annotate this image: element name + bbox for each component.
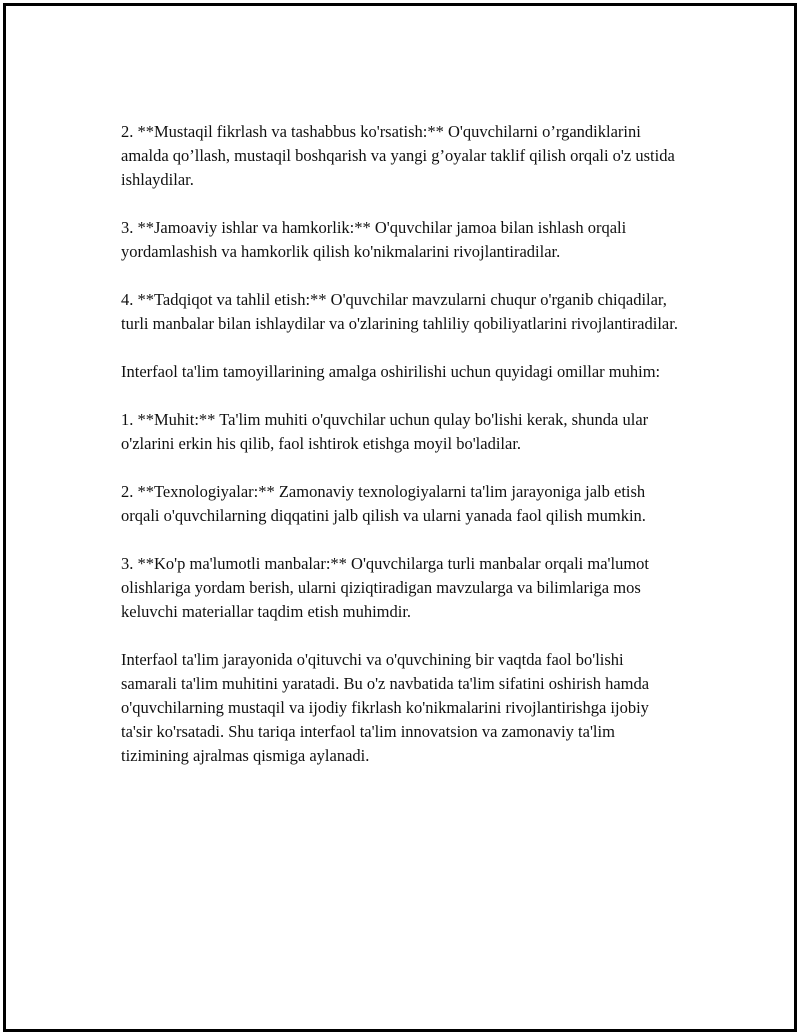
- list-item-mustaqil-fikrlash: 2. **Mustaqil fikrlash va tashabbus ko'rsatish:** O'quvchilarni o’rgandiklarini amalda qo’llash, mustaqil boshqarish va yangi g’oyalar taklif qilish orqali o'z ustida ishlaydilar.: [121, 122, 675, 189]
- document-body: [121, 120, 681, 792]
- list-item-texnologiyalar: 2. **Texnologiyalar:** Zamonaviy texnologiyalarni ta'lim jarayoniga jalb etish orqali o'quvchilarning diqqatini jalb qilish va ularni yanada faol qilish mumkin.: [121, 482, 646, 525]
- page-frame: [3, 3, 797, 1032]
- intro-paragraph-omillar: Interfaol ta'lim tamoyillarining amalga oshirilishi uchun quyidagi omillar muhim:: [121, 362, 661, 381]
- conclusion-paragraph: Interfaol ta'lim jarayonida o'qituvchi va o'quvchining bir vaqtda faol bo'lishi samarali ta'lim muhitini yaratadi. Bu o'z navbatida ta'lim sifatini oshirish hamda o'quvchilarning mustaqil va ijodiy fikrlash ko'nikmalarini rivojlantirishga ijobiy ta'sir ko'rsatadi. Shu tariqa interfaol ta'lim innovatsion va zamonaviy ta'lim tizimining ajralmas qismiga aylanadi.: [121, 650, 650, 765]
- list-item-tadqiqot-tahlil: 4. **Tadqiqot va tahlil etish:** O'quvchilar mavzularni chuqur o'rganib chiqadilar, turli manbalar bilan ishlaydilar va o'zlarining tahliliy qobiliyatlarini rivojlantiradilar.: [121, 290, 678, 333]
- list-item-jamoaviy-ishlar: 3. **Jamoaviy ishlar va hamkorlik:** O'quvchilar jamoa bilan ishlash orqali yordamlashish va hamkorlik qilish ko'nikmalarini rivojlantiradilar.: [121, 218, 627, 261]
- list-item-muhit: 1. **Muhit:** Ta'lim muhiti o'quvchilar uchun qulay bo'lishi kerak, shunda ular o'zlarini erkin his qilib, faol ishtirok etishga moyil bo'ladilar.: [121, 410, 649, 453]
- list-item-manbalar: 3. **Ko'p ma'lumotli manbalar:** O'quvchilarga turli manbalar orqali ma'lumot olishlariga yordam berish, ularni qiziqtiradigan mavzularga va bilimlariga mos keluvchi materiallar taqdim etish muhimdir.: [121, 554, 650, 621]
